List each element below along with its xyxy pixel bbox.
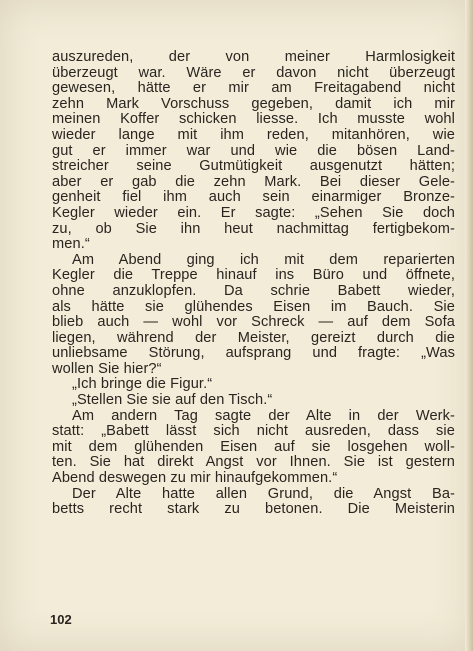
text-line: zehn Mark Vorschuss gegeben, damit ich mir: [52, 95, 455, 112]
text-line: men.“: [52, 236, 90, 253]
text-line: blieb auch — wohl vor Schreck — auf dem Sofa: [52, 314, 455, 331]
text-line: streicher seine Gutmütigkeit ausgenutzt hätten;: [52, 158, 455, 175]
text-line: liegen, während der Meister, gereizt durch die: [52, 329, 455, 346]
text-line: mit dem glühenden Eisen auf sie losgehen woll-: [52, 438, 455, 455]
text-line: genheit fiel ihm auch sein einarmiger Bronze-: [52, 189, 455, 206]
text-line: „Ich bringe die Figur.“: [72, 376, 213, 393]
page-edge-shadow: [465, 0, 473, 651]
text-line: überzeugt war. Wäre er davon nicht überzeugt: [52, 64, 455, 81]
text-line: Kegler die Treppe hinauf ins Büro und öffnete,: [52, 267, 455, 284]
text-line: unliebsame Störung, aufsprang und fragte: „Was: [52, 345, 455, 362]
text-line: aber er gab die zehn Mark. Bei dieser Gele-: [52, 173, 455, 190]
page-number: 102: [50, 612, 72, 627]
text-line: Der Alte hatte allen Grund, die Angst Ba-: [72, 485, 455, 502]
text-line: gewesen, hätte er mir am Freitagabend nicht: [52, 80, 455, 97]
text-line: betts recht stark zu betonen. Die Meisterin: [52, 501, 455, 518]
text-line: Abend deswegen zu mir hinaufgekommen.“: [52, 470, 338, 487]
text-line: „Stellen Sie sie auf den Tisch.“: [72, 392, 273, 409]
text-line: ohne anzuklopfen. Da schrie Babett wieder,: [52, 282, 455, 299]
text-line: ten. Sie hat direkt Angst vor Ihnen. Sie ist gestern: [52, 454, 455, 471]
text-line: Am Abend ging ich mit dem reparierten: [72, 251, 455, 268]
text-line: wieder lange mit ihm reden, mitanhören, wie: [52, 126, 455, 143]
text-line: gut er immer war und wie die bösen Land-: [52, 142, 455, 159]
text-line: Kegler wieder ein. Er sagte: „Sehen Sie doch: [52, 204, 455, 221]
text-line: wollen Sie hier?“: [52, 360, 162, 377]
body-text: [52, 50, 455, 518]
text-line: Am andern Tag sagte der Alte in der Werk-: [72, 407, 455, 424]
text-line: statt: „Babett lässt sich nicht ausreden, dass sie: [52, 423, 455, 440]
text-line: als hätte sie glühendes Eisen im Bauch. Sie: [52, 298, 455, 315]
text-line: meinen Koffer schicken liesse. Ich musste wohl: [52, 111, 455, 128]
text-line: zu, ob Sie ihn heut nachmittag fertigbekom-: [52, 220, 455, 237]
text-line: auszureden, der von meiner Harmlosigkeit: [52, 49, 455, 65]
